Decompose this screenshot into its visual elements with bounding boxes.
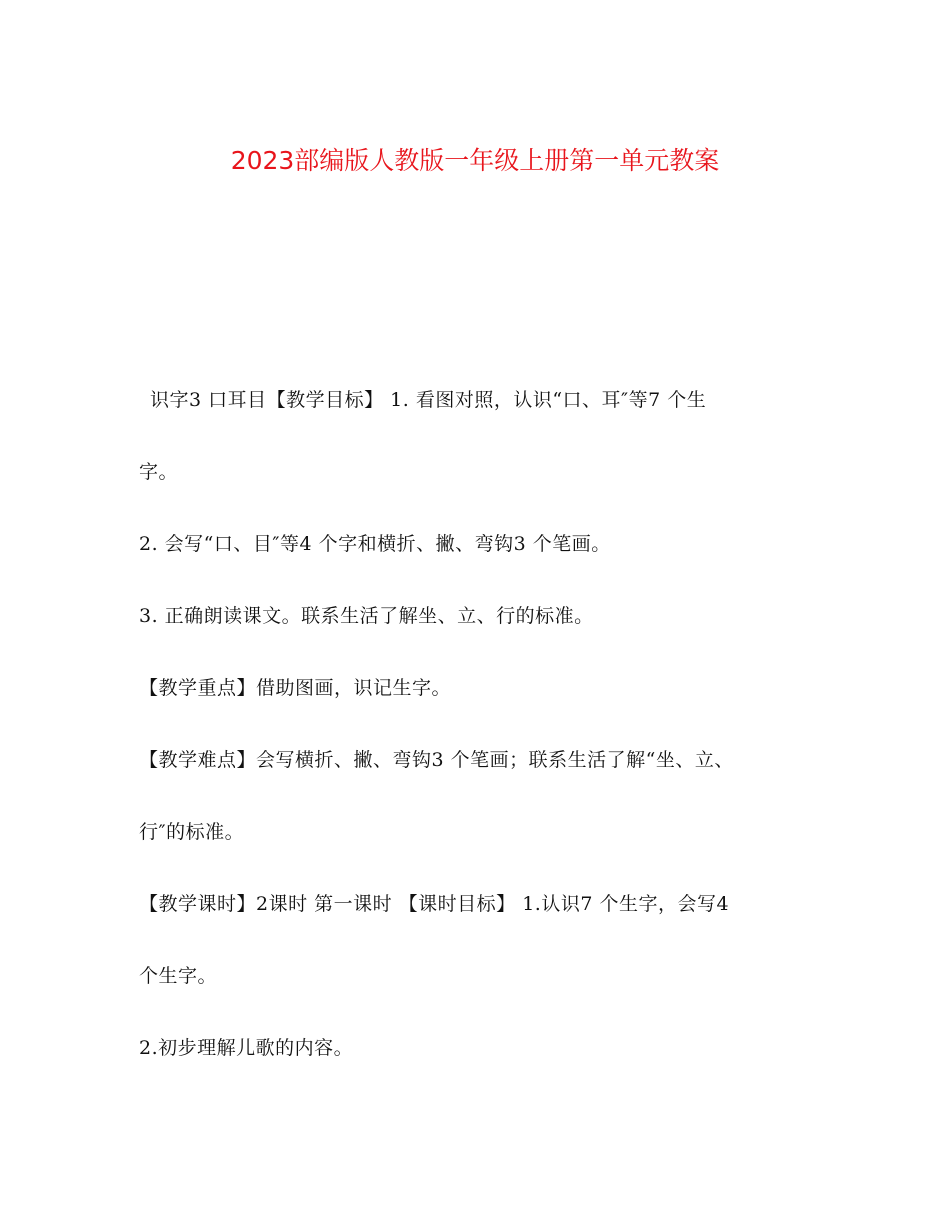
paragraph-line: 【教学重点】借助图画，识记生字。 bbox=[139, 677, 452, 699]
document-title: 2023部编版人教版一年级上册第一单元教案 bbox=[230, 146, 720, 175]
document-body bbox=[139, 364, 811, 1084]
paragraph-line: 3. 正确朗读课文。联系生活了解坐、立、行的标准。 bbox=[139, 605, 594, 627]
paragraph-line: 2.初步理解儿歌的内容。 bbox=[139, 1037, 354, 1059]
paragraph-line: 行″的标准。 bbox=[139, 821, 245, 843]
paragraph-line: 【教学难点】会写横折、撇、弯钩3 个笔画；联系生活了解“坐、立、 bbox=[139, 749, 734, 771]
paragraph-line: 识字3 口耳目【教学目标】 1. 看图对照，认识“口、耳″等7 个生 bbox=[150, 389, 707, 411]
paragraph-line: 个生字。 bbox=[139, 965, 218, 987]
paragraph-line: 2. 会写“口、目″等4 个字和横折、撇、弯钩3 个笔画。 bbox=[139, 533, 611, 555]
paragraph-line: 字。 bbox=[139, 461, 179, 483]
paragraph-line: 【教学课时】2课时 第一课时 【课时目标】 1.认识7 个生字，会写4 bbox=[139, 893, 730, 915]
